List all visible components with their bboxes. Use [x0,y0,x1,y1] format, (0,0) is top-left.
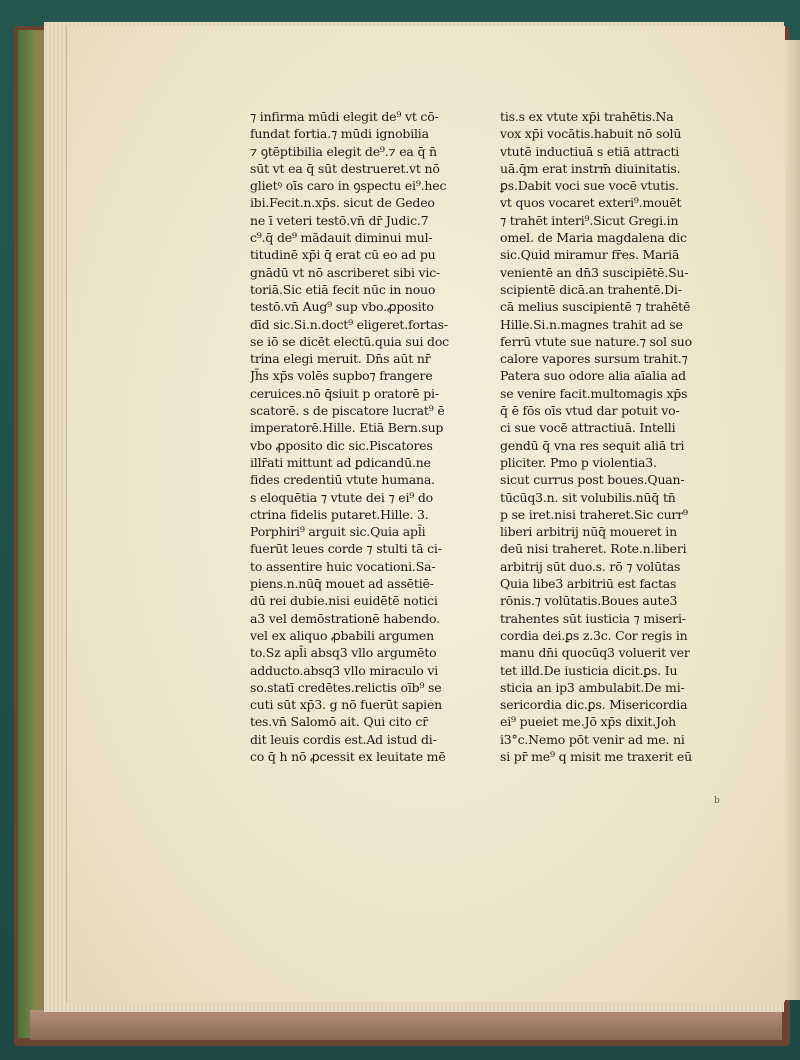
text-line: fuerūt leues corde ⁊ stulti tā ci- [250,541,442,557]
text-line: ei⁹ pueiet me.Jō xp̄s dixit.Joh [500,714,677,730]
text-line: scatorē. s de piscatore lucrat⁹ ē [250,403,445,419]
text-line: manu dn̄i quocūq3 voluerit ver [500,645,690,661]
text-line: gnādū vt nō ascriberet sibi vic- [250,264,441,280]
text-line: ferrū vtute sue nature.⁊ sol suo [500,333,692,349]
text-line: to assentire huic vocationi.Sa- [250,558,436,574]
text-line: ⁊ trahēt interi⁹.Sicut Gregi.in [500,212,679,228]
text-line: ctrina fidelis putaret.Hille. 3. [250,506,429,522]
text-line: toriā.Sic etiā fecit nūc in nouo [250,281,436,297]
text-line: si pr̄ me⁹ q misit me traxerit eū [500,748,692,764]
text-line: titudinē xp̄i q̄ erat cū eo ad pu [250,247,436,263]
right-text-column [500,108,730,765]
text-line: co q̄ h nō ꝓcessit ex leuitate mē [250,748,446,764]
text-line: uā.q̄m erat instrm̄ diuinitatis. [500,160,681,176]
text-line: p se iret.nisi traheret.Sic curr⁹ [500,506,688,522]
right-page-edge [784,40,800,1000]
text-line: cuti sūt xp̄3. g nō fuerūt sapien [250,697,442,713]
text-line: calore vapores sursum trahit.⁊ [500,351,688,367]
text-line: tūcūq3.n. sit volubilis.nūq̄ tn̄ [500,489,676,505]
text-line: deū nisi traheret. Rote.n.liberi [500,541,687,557]
text-line: vt quos vocaret exteri⁹.mouēt [500,195,682,211]
text-line: to.Sz apl̄i absq3 vllo argumēto [250,645,437,661]
text-line: adducto.absq3 vllo miraculo vi [250,662,439,678]
text-line: Hille.Si.n.magnes trahit ad se [500,316,683,332]
text-line: ceruices.nō q̄siuit p oratorē pi- [250,385,439,401]
text-line: vtutē inductiuā s etiā attracti [500,143,680,159]
text-line: sticia an ip3 ambulabit.De mi- [500,679,685,695]
text-line: ci sue vocē attractiuā. Intelli [500,420,676,436]
text-line: vel ex aliquo ꝓbabili argumen [250,627,434,643]
text-line: rōnis.⁊ volūtatis.Boues aute3 [500,593,678,609]
text-line: so.statī credētes.relictis oīb⁹ se [250,679,442,695]
text-line: sūt vt ea q̄ sūt destrueret.vt nō [250,160,440,176]
text-line: illr̄ati mittunt ad ꝑdicandū.ne [250,454,431,470]
text-line: omel. de Maria magdalena dic [500,230,687,246]
text-line: gendū q̄ vna res sequit aliā tri [500,437,685,453]
text-line: glietꝰ oīs caro in ꝯspectu ei⁹.hec [250,178,447,194]
text-line: ne ī veteri testō.vn̄ dr̄ Judic.7 [250,212,429,228]
text-line: vbo ꝓposito dic sic.Piscatores [250,437,433,453]
text-line: liberi arbitrij nūq̄ moueret in [500,524,677,540]
text-line: ⁊ ꝯtēptibilia elegit de⁹.⁊ ea q̄ n̄ [250,143,437,159]
text-line: tet illd.De iusticia dicit.ꝑs. Iu [500,662,678,678]
signature-mark: b [714,796,720,806]
text-line: arbitrij sūt duo.s. rō ⁊ volūtas [500,558,681,574]
text-line: scipientē dicā.an trahentē.Di- [500,281,682,297]
text-line: se venire facit.multomagis xp̄s [500,385,688,401]
text-line: trina elegi meruit. Dn̄s aūt nr̄ [250,351,431,367]
text-line: c⁹.q̄ de⁹ mādauit diminui mul- [250,230,433,246]
text-line: Porphiri⁹ arguit sic.Quia apl̄i [250,524,426,540]
text-line: trahentes sūt iusticia ⁊ miseri- [500,610,686,626]
text-line: fides credentiū vtute humana. [250,472,435,488]
text-line: tes.vn̄ Salomō ait. Qui cito cr̄ [250,714,428,730]
cover-bottom-edge [30,1010,782,1040]
text-line: q̄ ē fōs oīs vtud dar potuit vo- [500,403,680,419]
text-line: ibi.Fecit.n.xp̄s. sicut de Gedeo [250,195,435,211]
text-line: Jh̄s xp̄s volēs supbo⁊ frangere [250,368,433,384]
text-line: cā melius suscipientē ⁊ trahētē [500,299,691,315]
text-line: sericordia dic.ꝑs. Misericordia [500,697,688,713]
text-line: piens.n.nūq̄ mouet ad assētiē- [250,576,434,592]
text-line: ⁊ infirma mūdi elegit de⁹ vt cō- [250,109,439,124]
text-line: se iō se dicēt electū.quia sui doc [250,333,449,349]
text-line: imperatorē.Hille. Etiā Bern.sup [250,420,444,436]
text-line: cordia dei.ꝑs z.3c. Cor regis in [500,627,688,643]
text-line: dū rei dubie.nisi euidētē notici [250,593,438,609]
text-line: fundat fortia.⁊ mūdi ignobilia [250,126,429,142]
left-text-column [250,108,480,765]
text-line: testō.vn̄ Aug⁹ sup vbo.ꝓposito [250,299,434,315]
text-line: s eloquētia ⁊ vtute dei ⁊ ei⁹ do [250,489,433,505]
text-line: venientē an dn̄3 suscipiētē.Su- [500,264,689,280]
text-line: i3°c.Nemo pōt venir ad me. ni [500,731,685,747]
text-line: vox xp̄i vocātis.habuit nō solū [500,126,682,142]
text-line: dit leuis cordis est.Ad istud di- [250,731,437,747]
text-line: tis.s ex vtute xp̄i trahētis.Na [500,109,674,124]
text-line: a3 vel demōstrationē habendo. [250,610,440,626]
text-line: sic.Quid miramur fr̄es. Mariā [500,247,680,263]
text-line: dīd sic.Si.n.doct⁹ eligeret.fortas- [250,316,448,332]
text-line: sicut currus post boues.Quan- [500,472,685,488]
text-line: pliciter. Pmo p violentia3. [500,454,657,470]
text-line: Quia libe3 arbitriū est factas [500,576,677,592]
text-line: Patera suo odore alia aīalia ad [500,368,686,384]
text-line: ꝑs.Dabit voci sue vocē vtutis. [500,178,679,194]
